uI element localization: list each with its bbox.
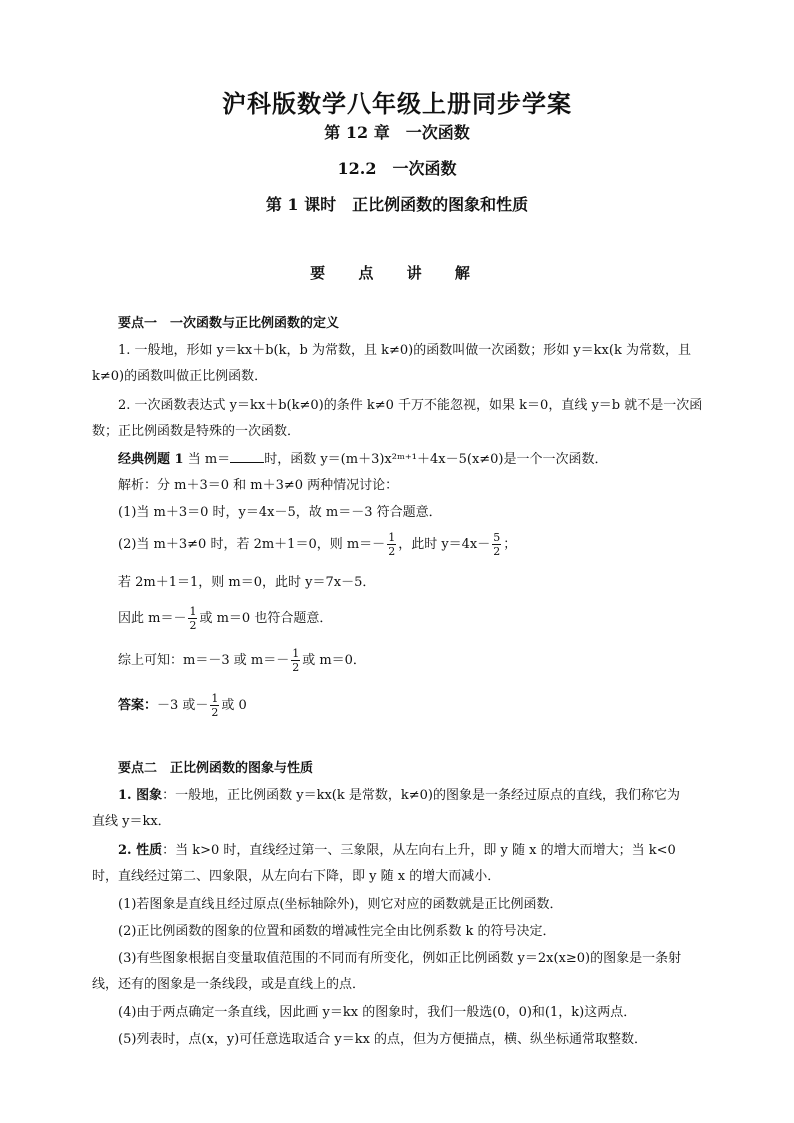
note-3-line1: (3)有些图象根据自变量取值范围的不同而有所变化，例如正比例函数 y＝2x(x≥0)的图象是一条射: [118, 951, 682, 966]
fraction-five-half: $\frac{5}{2}$: [493, 531, 501, 558]
point1-para2-line2: 数；正比例函数是特殊的一次函数．: [92, 424, 301, 439]
fraction-one-half: $\frac{1}{2}$: [388, 531, 396, 558]
note-1: (1)若图象是直线且经过原点(坐标轴除外)，则它对应的函数就是正比例函数．: [118, 897, 563, 912]
key-points-heading: 要 点 讲 解: [310, 264, 484, 282]
summary-text-a: 综上可知：m＝－3 或 m＝－: [118, 653, 290, 668]
example-analysis: 解析：分 m＋3＝0 和 m＋3≠0 两种情况讨论：: [118, 478, 399, 493]
image-label: 1. 图象: [118, 788, 163, 803]
lesson-title: 第 1 课时 正比例函数的图象和性质: [265, 195, 529, 214]
case2-text-b: ，此时 y＝4x－: [398, 537, 491, 552]
point1-para1-line1: 1. 一般地，形如 y＝kx＋b(k，b 为常数，且 k≠0)的函数叫做一次函数；形如 y＝kx(k 为常数，且: [118, 343, 691, 358]
section-title: 12.2 一次函数: [337, 159, 457, 178]
note-3-line2: 线，还有的图象是一条线段，或是直线上的点．: [92, 977, 366, 992]
case2-text-c: ；: [503, 537, 517, 552]
example-case2: [118, 531, 712, 559]
answer-text-b: 或 0: [221, 698, 247, 713]
point1-title: 要点一 一次函数与正比例函数的定义: [118, 316, 340, 331]
note-5: (5)列表时，点(x，y)可任意选取适合 y＝kx 的点，但为方便描点，横、纵坐标通常取整数．: [118, 1032, 648, 1047]
example-label: 经典例题 1: [118, 452, 184, 467]
example-summary: [118, 647, 712, 675]
example-case2-line2: 若 2m＋1＝1，则 m＝0，此时 y＝7x－5．: [118, 575, 376, 590]
note-2: (2)正比例函数的图象的位置和函数的增减性完全由比例系数 k 的符号决定．: [118, 924, 556, 939]
example-answer: [118, 692, 712, 720]
example-thus: [118, 605, 712, 633]
answer-label: 答案：: [118, 698, 158, 713]
case2-text-a: (2)当 m＋3≠0 时，若 2m＋1＝0，则 m＝－: [118, 537, 386, 552]
note-4: (4)由于两点确定一条直线，因此画 y＝kx 的图象时，我们一般选(0，0)和(1，k)这两点．: [118, 1005, 637, 1020]
fraction-one-half: $\frac{1}{2}$: [211, 692, 219, 719]
answer-text-a: －3 或－: [157, 698, 209, 713]
summary-text-b: 或 m＝0．: [302, 653, 366, 668]
chapter-title: 第 12 章 一次函数: [324, 123, 470, 142]
answer-blank: [230, 450, 264, 463]
point2-title: 要点二 正比例函数的图象与性质: [118, 761, 314, 776]
example-case1: (1)当 m＋3＝0 时，y＝4x－5，故 m＝－3 符合题意．: [118, 505, 442, 520]
thus-text-b: 或 m＝0 也符合题意．: [199, 611, 333, 626]
example-question-end: 时，函数 y＝(m＋3)x²ᵐ⁺¹＋4x－5(x≠0)是一个一次函数．: [264, 452, 608, 467]
example-question: [118, 450, 712, 469]
point2-para2-line1: 2. 性质：当 k>0 时，直线经过第一、三象限，从左向右上升，即 y 随 x 的增大而增大；当 k<0: [118, 843, 676, 858]
point1-para2-line1: 2. 一次函数表达式 y＝kx＋b(k≠0)的条件 k≠0 千万不能忽视，如果 k＝0，直线 y＝b 就不是一次函: [118, 398, 703, 413]
example-question-start: 当 m＝: [187, 452, 231, 467]
point2-para1-line1: 1. 图象：一般地，正比例函数 y＝kx(k 是常数，k≠0)的图象是一条经过原点的直线，我们称它为: [118, 788, 680, 803]
point2-para2-line2: 时，直线经过第二、四象限，从左向右下降，即 y 随 x 的增大而减小．: [92, 869, 501, 884]
fraction-one-half: $\frac{1}{2}$: [189, 605, 197, 632]
property-label: 2. 性质: [118, 843, 163, 858]
fraction-one-half: $\frac{1}{2}$: [292, 647, 300, 674]
point2-para1-line2: 直线 y＝kx．: [92, 814, 171, 829]
point1-para1-line2: k≠0)的函数叫做正比例函数．: [92, 369, 268, 384]
thus-text-a: 因此 m＝－: [118, 611, 187, 626]
document-title: 沪科版数学八年级上册同步学案: [222, 89, 572, 118]
